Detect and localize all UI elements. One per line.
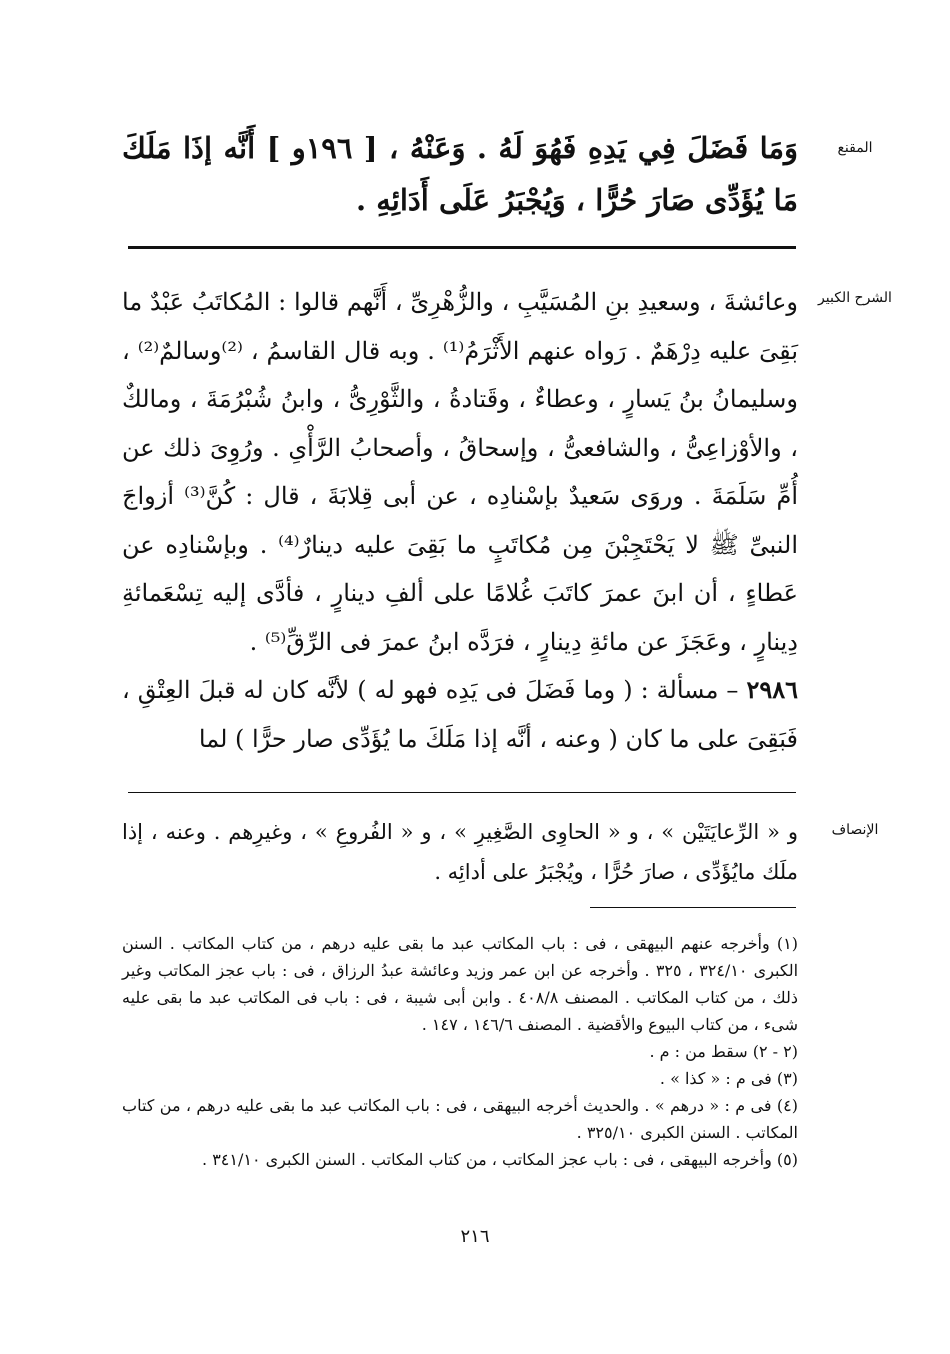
footnote-1: (١) وأخرجه عنهم البيهقى ، فى : باب المكاتب عبد ما بقى عليه درهم ، من كتاب المكاتب . السنن الكبرى ٣٢٤/١٠ ، ٣٢٥ . وأخرجه عن ابن عمر وزيد وعائشة عبدُ الرزاق ، فى : باب عجز المكاتب وغير ذلك ، من كتاب المكاتب . المصنف ٤٠٨/٨ . وابن أبى شيبة ، فى : باب فى المكاتب عبد ما بقى عليه شىء ، من كتاب البيوع والأقضية . المصنف ١٤٦/٦ ، ١٤٧ . [122, 934, 799, 1034]
footnotes [122, 930, 798, 1173]
section-divider-thin [128, 792, 796, 793]
insaf-label: الإنصاف [831, 822, 879, 838]
muqni-label: المقنع [837, 140, 873, 156]
footnote-divider [590, 907, 796, 908]
page-number: ٢١٦ [460, 1226, 490, 1247]
insaf-text: و « الرِّعايَتَيْن » ، و « الحاوِى الصَّغِيرِ » ، و « الفُروعِ » ، وغيرِهم . وعنه ، إذا ملَك مايُؤَدِّى ، صارَ حُرًّا ، ويُجْبَرُ على أدائِه . [122, 820, 798, 884]
sharh-label: الشرح الكبير [818, 290, 892, 306]
sharh-text [122, 278, 798, 763]
footnote-5: (٥) وأخرجه البيهقى ، فى : باب عجز المكاتب ، من كتاب المكاتب . السنن الكبرى ٣٤١/١٠ . [202, 1150, 798, 1169]
sharh-paragraph-2 [122, 666, 798, 763]
footnote-2: (٢ - ٢) سقط من : م . [649, 1042, 798, 1061]
footnote-4: (٤) فى م : « درهم » . والحديث أخرجه البيهقى ، فى : باب المكاتب عبد ما بقى عليه درهم ، من كتاب المكاتب . السنن الكبرى ٣٢٥/١٠ . [122, 1096, 798, 1142]
muqni-text: وَمَا فَضَلَ فِي يَدِهِ فَهُوَ لَهُ . وَعَنْهُ ، [ ١٩٦و ] أَنَّه إذَا مَلَكَ مَا يُؤَدِّى صَارَ حُرًّا ، وَيُجْبَرُ عَلَى أَدَائِهِ . [122, 131, 799, 217]
issue-text: – مسألة : ( وما فَضَلَ فى يَدِه فهو له ) لأنَّه كان له قبلَ العِتْقِ ، فَبَقِىَ على ما كان ( وعنه ، أنَّه إذا مَلَكَ ما يُؤَدِّى صار حرًّا ) لما [122, 676, 798, 753]
sharh-paragraph-1: وعائشةَ ، وسعيدِ بنِ المُسَيَّبِ ، والزُّهْرِىِّ ، أَنَّهم قالوا : المُكاتَبُ عَبْدٌ ما بَقِىَ عليه دِرْهَمٌ . رَواه عنهم الأَثْرَمُ⁽¹⁾ . وبه قال القاسمُ ، ⁽²⁾وسالمٌ⁽²⁾ ، وسليمانُ بنُ يَسارٍ ، وعطاءٌ ، وقَتادةُ ، والثَّوْرِىُّ ، وابنُ شُبْرُمَةَ ، ومالكٌ ، والأوْزاعِىُّ ، والشافعىُّ ، وإسحاقُ ، وأصحابُ الرَّأْىِ . ورُوِىَ ذلك عن أُمِّ سَلَمَةَ . وروَى سَعيدٌ بإسْنادِه ، عن أبى قِلابَةَ ، قال : كُنَّ⁽³⁾ أزواجَ النبىِّ ﷺ لا يَحْتَجِبْنَ مِن مُكاتَبٍ ما بَقِىَ عليه دينارٌ⁽⁴⁾ . وبإسْنادِه عن عَطاءٍ ، أن ابنَ عمرَ كاتَبَ غُلامًا على ألفِ دينارٍ ، فأدَّى إليه تِسْعَمائةِ دِينارٍ ، وعَجَزَ عن مائةِ دِينارٍ ، فرَدَّه ابنُ عمرَ فى الرِّقِّ⁽⁵⁾ . [122, 288, 798, 656]
section-divider [128, 246, 796, 249]
issue-number: ٢٩٨٦ [746, 675, 798, 704]
footnote-3: (٣) فى م : « كذا » . [659, 1069, 798, 1088]
